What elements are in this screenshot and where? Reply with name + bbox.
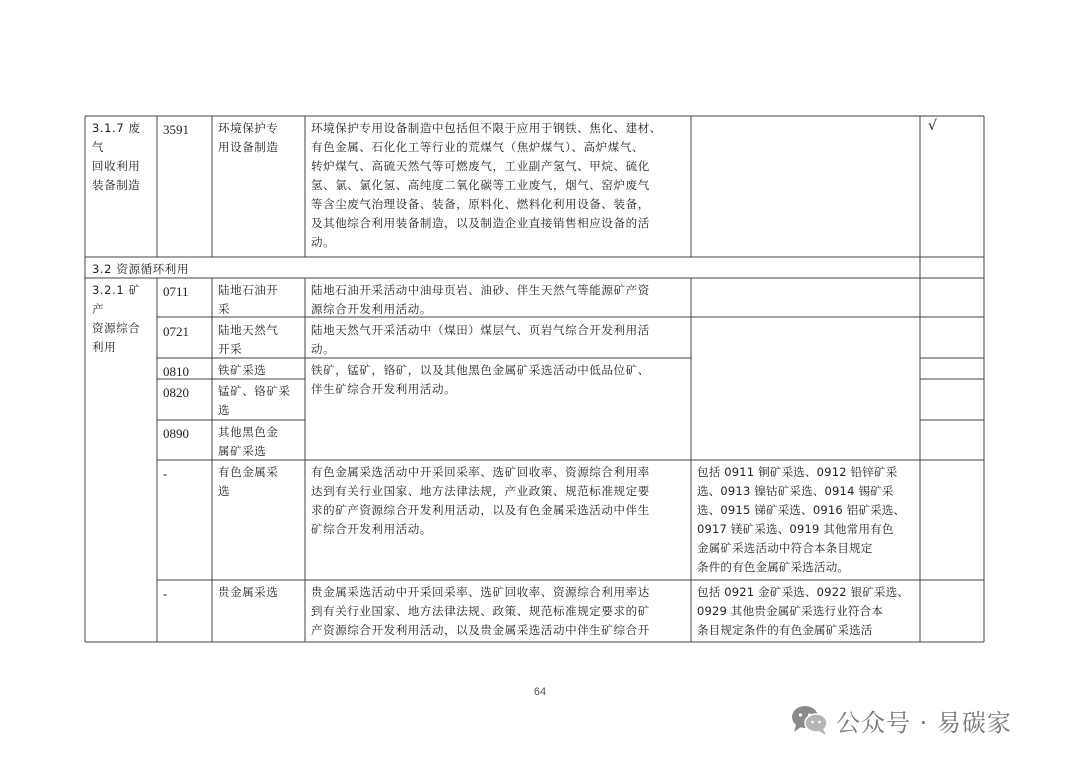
industry-description: 有色金属采选活动中开采回采率、选矿回收率、资源综合利用率 达到有关行业国家、地方法律法规，产业政策、规范标准规定要 求的矿产资源综合开发利用活动，以及有色金属采选活动中伴生 矿综合开发利用活动。 (311, 465, 650, 536)
industry-code: 0820 (163, 385, 189, 400)
industry-code: 0711 (163, 284, 189, 299)
note-cell: 包括 0911 铜矿采选、0912 铅锌矿采 选、0913 镍钴矿采选、0914 锡矿采 选、0915 锑矿采选、0916 铝矿采选、 0917 镁矿采选、0919 其他常用有色 金属矿采选活动中符合本条目规定 条件的有色金属矿采选活动。 (697, 465, 906, 574)
industry-description: 铁矿，锰矿，铬矿，以及其他黑色金属矿采选活动中低品位矿、 伴生矿综合开发利用活动。 (311, 363, 650, 396)
industry-description: 陆地天然气开采活动中（煤田）煤层气、页岩气综合开发利用活 动。 (311, 323, 650, 356)
industry-name: 贵金属采选 (218, 585, 279, 599)
industry-name: 锰矿、铬矿采 选 (218, 384, 291, 417)
industry-name: 环境保护专 用设备制造 (218, 121, 279, 154)
industry-code: - (163, 586, 168, 601)
industry-description: 环境保护专用设备制造中包括但不限于应用于钢铁、焦化、建材、 有色金属、石化化工等行业的荒煤气（焦炉煤气）、高炉煤气、 转炉煤气、高硫天然气等可燃废气，工业副产氢气、甲烷、硫化 氢、氯、氯化氢、高纯度二氧化碳等工业废气，烟气、窑炉废气 等含尘废气治理设备、装备，原料化、燃料化利用设备、装备， 及其他综合利用装备制造，以及制造企业直接销售相应设备的活 动。 (311, 121, 662, 249)
industry-code: 0721 (163, 324, 189, 339)
industry-description: 陆地石油开采活动中油母页岩、油砂、伴生天然气等能源矿产资 源综合开发利用活动。 (311, 283, 650, 316)
wechat-icon (790, 703, 830, 737)
industry-code: 0890 (163, 426, 189, 441)
industry-name: 铁矿采选 (218, 363, 267, 377)
industry-name: 有色金属采 选 (218, 465, 279, 498)
industry-name: 陆地石油开 采 (218, 283, 279, 316)
industry-name: 其他黑色金 属矿采选 (218, 425, 279, 458)
industry-name: 陆地天然气 开采 (218, 323, 279, 356)
page-number: 64 (533, 686, 547, 698)
industry-code: - (163, 466, 168, 481)
note-cell (692, 117, 920, 121)
industry-code: 0810 (163, 364, 189, 379)
category-cell: 3.1.7 废气 回收利用 装备制造 (92, 121, 141, 192)
category-cell: 3.2.1 矿产 资源综合 利用 (92, 283, 141, 354)
watermark (790, 700, 1012, 740)
industry-description: 贵金属采选活动中开采回采率、选矿回收率、资源综合利用率达 到有关行业国家、地方法律法规、政策、规范标准规定要求的矿 产资源综合开发利用活动，以及贵金属采选活动中伴生矿综合开 (311, 585, 650, 637)
industry-code: 3591 (163, 122, 189, 137)
watermark-text: 公众号 · 易碳家 (836, 708, 1012, 737)
checkmark: √ (928, 118, 938, 134)
section-title: 3.2 资源循环利用 (92, 262, 189, 276)
note-cell: 包括 0921 金矿采选、0922 银矿采选、 0929 其他贵金属矿采选行业符合本 条目规定条件的有色金属矿采选活 (697, 585, 910, 637)
